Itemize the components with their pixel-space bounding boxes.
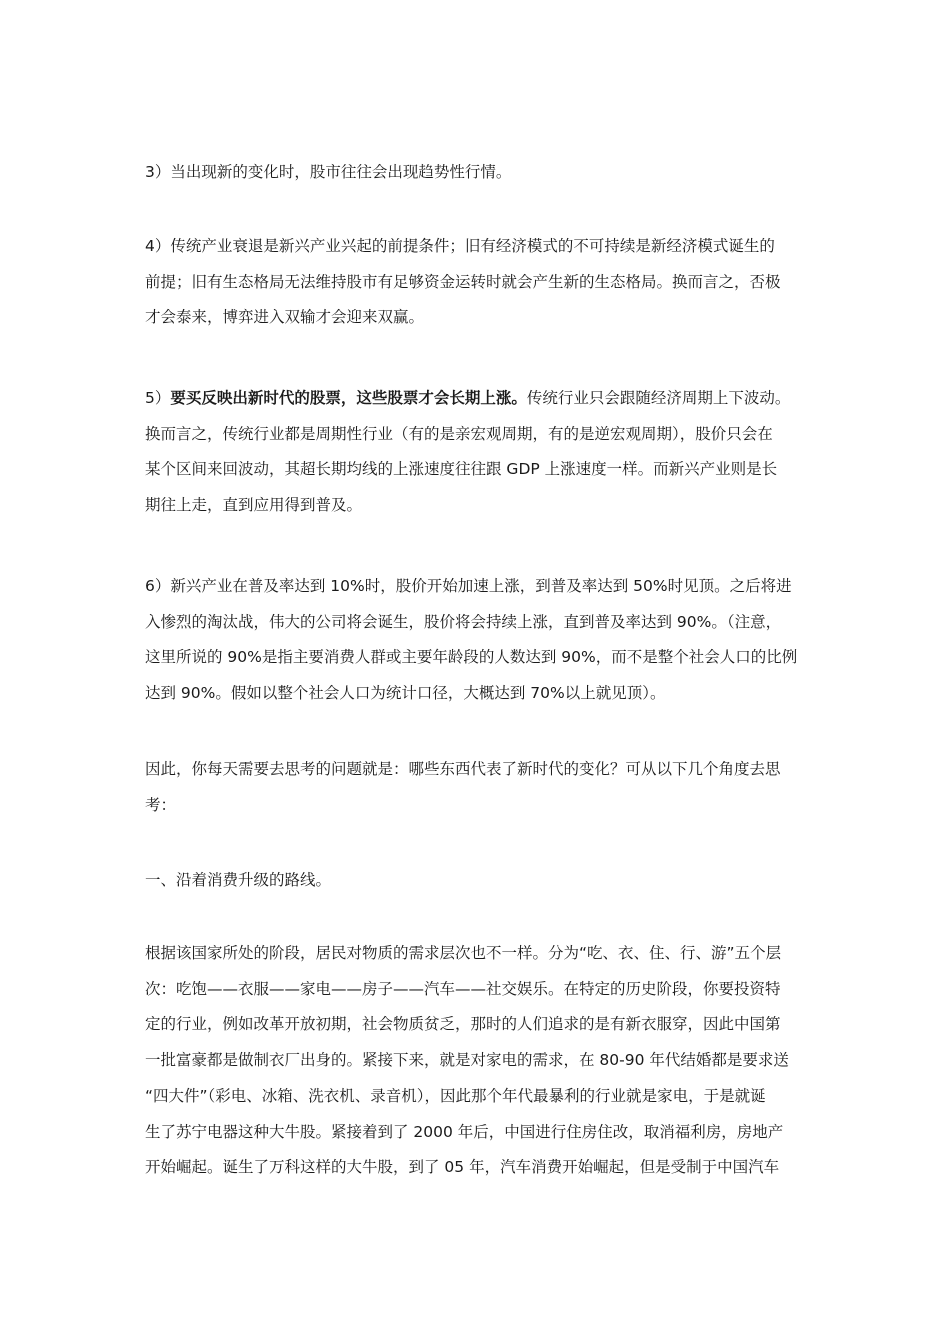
text-line: 达到 90%。假如以整个社会人口为统计口径，大概达到 70%以上就见顶）。: [145, 684, 666, 703]
text-line: 3）当出现新的变化时，股市往往会出现趋势性行情。: [145, 163, 512, 181]
text-line: 换而言之，传统行业都是周期性行业（有的是亲宏观周期，有的是逆宏观周期），股价只会在: [145, 424, 773, 443]
paragraph-consumption-levels: [145, 936, 825, 1186]
text-line: 6）新兴产业在普及率达到 10%时，股价开始加速上涨，到普及率达到 50%时见顶。之后将进: [145, 577, 792, 595]
text-line: 根据该国家所处的阶段，居民对物质的需求层次也不一样。分为“吃、衣、住、行、游”五个层: [145, 944, 782, 962]
text-line: 入惨烈的淘汰战，伟大的公司将会诞生，股价将会持续上涨，直到普及率达到 90%。（注意，: [145, 612, 782, 631]
text-line: 次：吃饱——衣服——家电——房子——汽车——社交娱乐。在特定的历史阶段，你要投资特: [145, 979, 781, 998]
text-line: 4）传统产业衰退是新兴产业兴起的前提条件；旧有经济模式的不可持续是新经济模式诞生的: [145, 237, 775, 255]
text-line: 生了苏宁电器这种大牛股。紧接着到了 2000 年后，中国进行住房住改，取消福利房，房地产: [145, 1122, 784, 1141]
text-line: 一、沿着消费升级的路线。: [145, 871, 332, 889]
text-line: “四大件”（彩电、冰箱、洗衣机、录音机），因此那个年代最暴利的行业就是家电，于是就诞: [145, 1086, 766, 1105]
text-line: 一批富豪都是做制衣厂出身的。紧接下来，就是对家电的需求，在 80-90 年代结婚都是要求送: [145, 1051, 789, 1070]
text-line: 开始崛起。诞生了万科这样的大牛股，到了 05 年，汽车消费开始崛起，但是受制于中国汽车: [145, 1158, 780, 1177]
text-line: 才会泰来，博弈进入双输才会迎来双赢。: [145, 308, 425, 327]
text-line: 期往上走，直到应用得到普及。: [145, 496, 363, 515]
text-line: 考：: [145, 795, 177, 814]
text-line: 定的行业，例如改革开放初期，社会物质贫乏，那时的人们追求的是有新衣服穿，因此中国第: [145, 1015, 781, 1034]
text-line: 因此，你每天需要去思考的问题就是：哪些东西代表了新时代的变化？可从以下几个角度去思: [145, 760, 781, 778]
paragraph-point-3: [145, 155, 825, 191]
text-run: 传统行业只会跟随经济周期上下波动。: [526, 389, 791, 407]
paragraph-point-5: [145, 381, 825, 524]
text-line: 某个区间来回波动，其超长期均线的上涨速度往往跟 GDP 上涨速度一样。而新兴产业则是长: [145, 460, 778, 479]
text-line: 前提；旧有生态格局无法维持股市有足够资金运转时就会产生新的生态格局。换而言之，否极: [145, 272, 781, 291]
paragraph-point-4: [145, 229, 825, 336]
bold-emphasis: 要买反映出新时代的股票，这些股票才会长期上涨。: [170, 389, 527, 407]
paragraph-question: [145, 752, 825, 823]
text-line: [145, 381, 825, 417]
section-heading-consumption-upgrade: [145, 863, 825, 899]
point-number: 5）: [145, 389, 171, 407]
paragraph-point-6: [145, 569, 825, 712]
text-line: 这里所说的 90%是指主要消费人群或主要年龄段的人数达到 90%，而不是整个社会人口的比例: [145, 648, 798, 667]
